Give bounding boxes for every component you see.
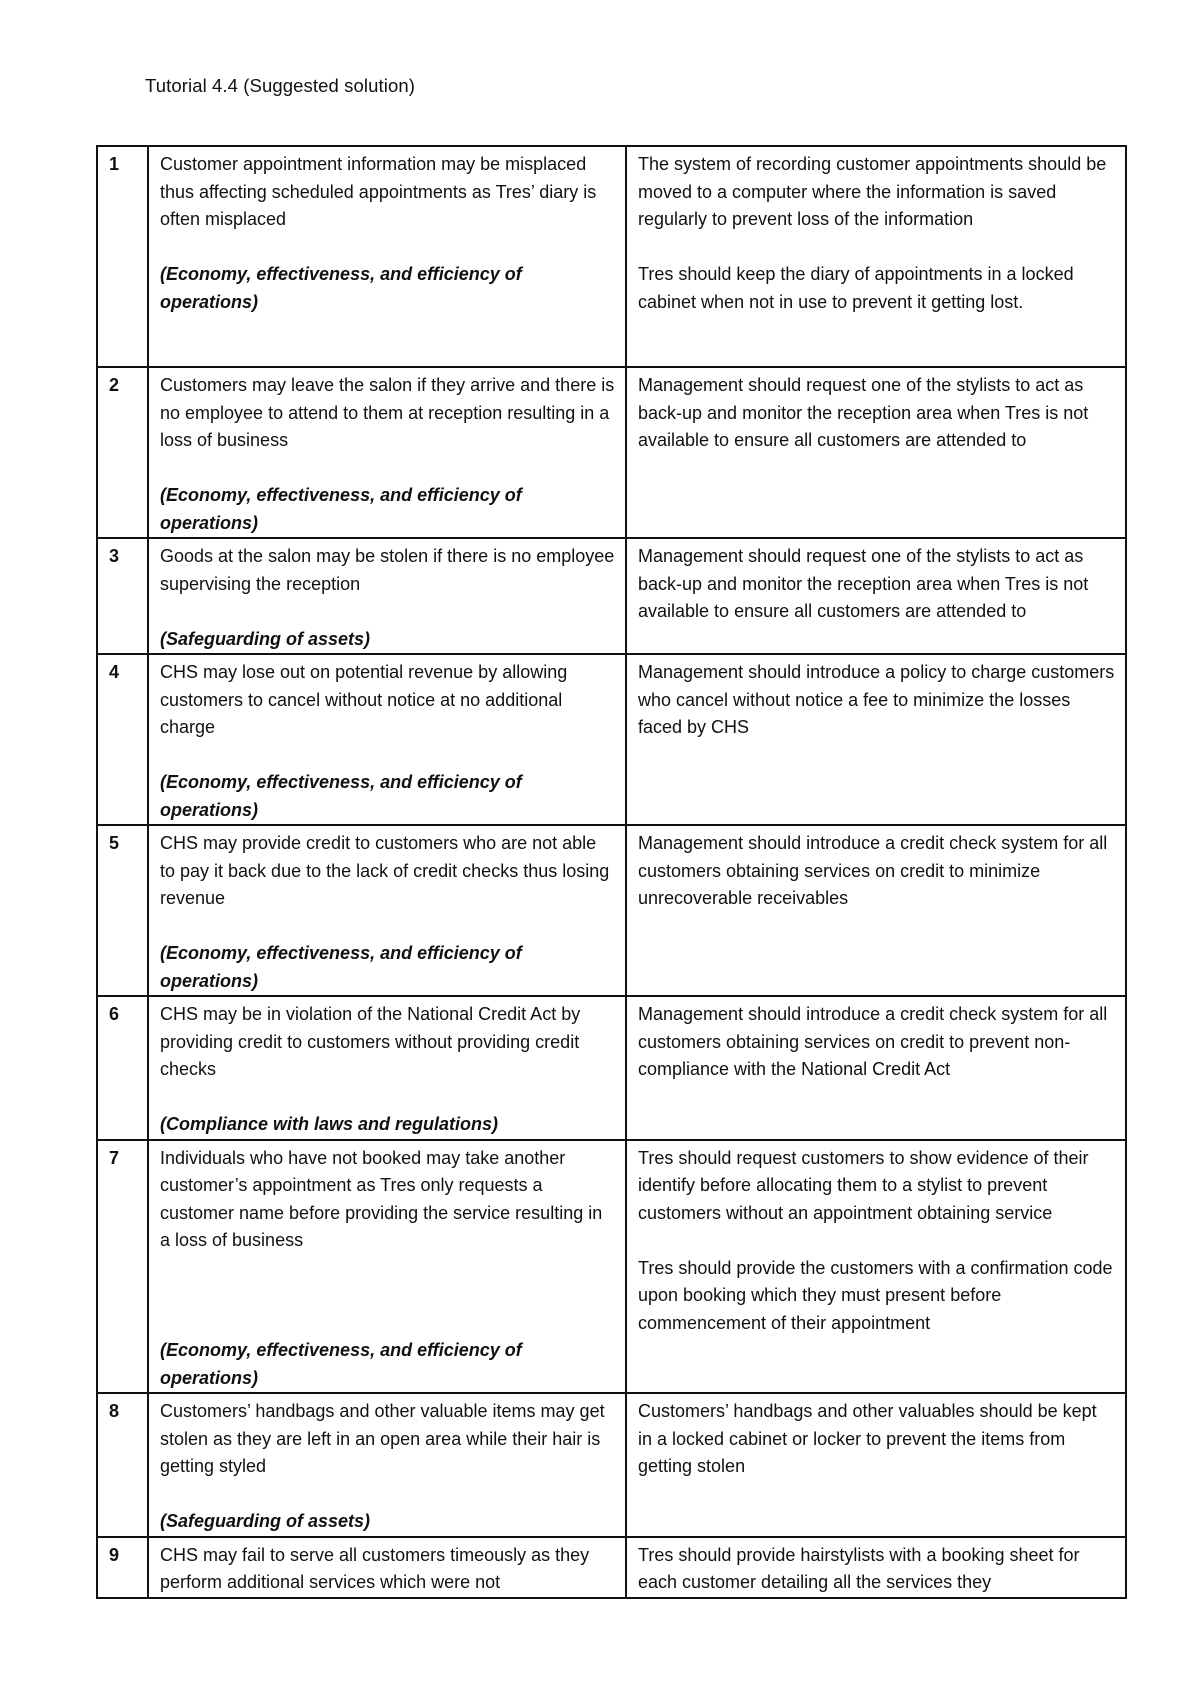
row-number: 5 [97,825,148,996]
risk-cell [148,1140,626,1394]
table-row [97,1140,1126,1394]
risk-text: CHS may lose out on potential revenue by allowing customers to cancel without notice at no additional charge [160,662,568,737]
risk-cell [148,1393,626,1537]
risk-text: Goods at the salon may be stolen if there is no employee supervising the reception [160,546,615,594]
table-row [97,996,1126,1140]
risk-cell [148,1537,626,1598]
table-row [97,825,1126,996]
control-cell [626,146,1126,367]
table-row [97,538,1126,654]
control-text: Management should introduce a credit check system for all customers obtaining services on credit to minimize unrecoverable receivables [638,833,1108,908]
row-number: 9 [97,1537,148,1598]
control-text: Tres should request customers to show evidence of their identify before allocating them to a stylist to prevent customers without an appointment obtaining service [638,1147,1089,1223]
control-objective: (Economy, effectiveness, and efficiency of operations) [160,1340,522,1388]
control-objective: (Compliance with laws and regulations) [160,1114,499,1134]
row-number: 2 [97,367,148,538]
table-row [97,1393,1126,1537]
control-cell [626,1393,1126,1537]
risk-cell [148,538,626,654]
control-text: Management should introduce a policy to charge customers who cancel without notice a fee to minimize the losses faced by CHS [638,662,1115,737]
control-objective: (Economy, effectiveness, and efficiency of operations) [160,772,522,820]
control-objective: (Safeguarding of assets) [160,628,371,649]
risk-text: Individuals who have not booked may take another customer’s appointment as Tres only requests a customer name before providing the service resulting in a loss of business [160,1147,603,1250]
control-cell [626,654,1126,825]
risk-text: Customer appointment information may be misplaced thus affecting scheduled appointments as Tres’ diary is often misplaced [160,154,597,229]
risk-cell [148,996,626,1140]
table-row [97,1537,1126,1598]
row-number: 7 [97,1140,148,1394]
control-text: Management should request one of the stylists to act as back-up and monitor the reception area when Tres is not available to ensure all customers are attended to [638,375,1089,450]
control-text: Tres should provide hairstylists with a booking sheet for each customer detailing all the services they [638,1544,1080,1592]
control-cell [626,825,1126,996]
control-cell [626,367,1126,538]
row-number: 1 [97,146,148,367]
risk-text: CHS may provide credit to customers who are not able to pay it back due to the lack of credit checks thus losing revenue [160,833,610,908]
control-cell [626,1537,1126,1598]
risk-cell [148,367,626,538]
control-objective: (Safeguarding of assets) [160,1511,371,1531]
solution-table [96,145,1127,1599]
row-number: 3 [97,538,148,654]
risk-cell [148,654,626,825]
page-title: Tutorial 4.4 (Suggested solution) [145,75,415,96]
row-number: 8 [97,1393,148,1537]
row-number: 6 [97,996,148,1140]
table-row [97,146,1126,367]
control-text: Management should introduce a credit check system for all customers obtaining services on credit to prevent non-compliance with the National Credit Act [638,1004,1108,1079]
row-number: 4 [97,654,148,825]
risk-cell [148,146,626,367]
control-objective: (Economy, effectiveness, and efficiency of operations) [160,943,522,991]
risk-text: Customers’ handbags and other valuable items may get stolen as they are left in an open area while their hair is getting styled [160,1401,605,1476]
table-row [97,367,1126,538]
control-text: The system of recording customer appointments should be moved to a computer where the information is saved regularly to prevent loss of the information [638,154,1107,229]
risk-text: CHS may fail to serve all customers timeously as they perform additional services which were not [160,1544,590,1592]
control-text: Tres should provide the customers with a confirmation code upon booking which they must present before commencement of their appointment [638,1257,1113,1333]
table-row [97,654,1126,825]
control-text: Tres should keep the diary of appointments in a locked cabinet when not in use to prevent it getting lost. [638,264,1074,312]
control-cell [626,538,1126,654]
control-objective: (Economy, effectiveness, and efficiency of operations) [160,264,522,312]
control-objective: (Economy, effectiveness, and efficiency of operations) [160,485,522,533]
risk-text: CHS may be in violation of the National Credit Act by providing credit to customers without providing credit checks [160,1004,581,1079]
control-text: Customers’ handbags and other valuables should be kept in a locked cabinet or locker to prevent the items from getting stolen [638,1401,1097,1476]
control-text: Management should request one of the stylists to act as back-up and monitor the reception area when Tres is not available to ensure all customers are attended to [638,546,1089,621]
risk-cell [148,825,626,996]
control-cell [626,1140,1126,1394]
risk-text: Customers may leave the salon if they arrive and there is no employee to attend to them at reception resulting in a loss of business [160,375,615,450]
control-cell [626,996,1126,1140]
